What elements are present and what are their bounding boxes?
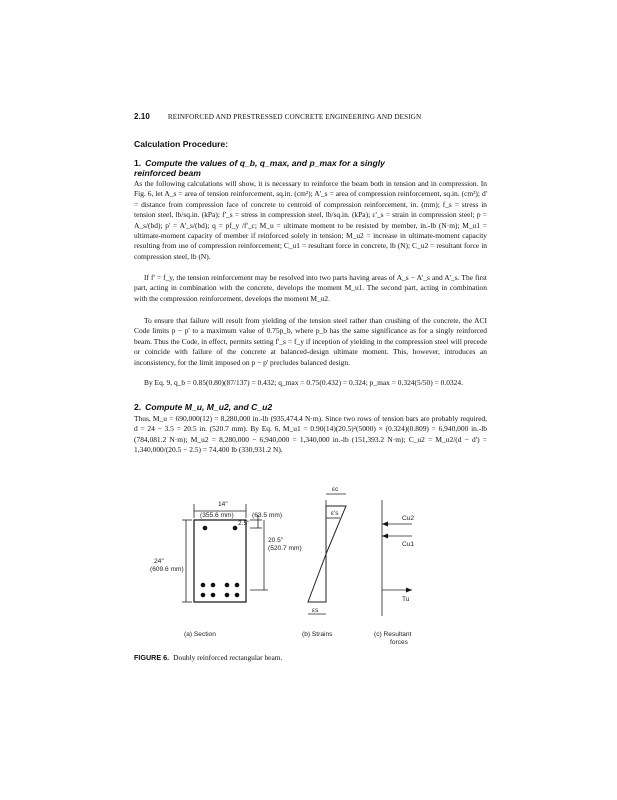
beam-section-rectangle: [194, 520, 246, 602]
subcaption-a: (a) Section: [184, 631, 216, 638]
section-heading: Calculation Procedure:: [134, 139, 229, 149]
step1-number: 1.: [134, 158, 142, 168]
step1-paragraph-1: As the following calculations will show, it is necessary to reinforce the beam both in tension and in compression. In Fig. 6, let A_s = area of tension reinforcement, sq.in. (cm²); A'_s = area of compression reinforcement, sq.in. (cm²); d' = distance from compression face of concrete to centroid of compression reinforcement, in. (mm); f_s = stress in tension steel, lb/sq.in. (kPa); f'_s = stress in compression steel, lb/sq.in. (kPa); ε'_s = strain in compression steel; p = A_s/(bd); p' = A'_s/(bd); q = pf_y /f'_c; M_u = ultimate moment to be resisted by member, in.-lb (N·m); M_u1 = ultimate-moment capacity of member if reinforced solely in tension; M_u2 = increase in ultimate-moment capacity resulting from use of compression reinforcement; C_u1 = resultant force in concrete, lb (N); C_u2 = resultant force in compression steel, lb (N).: [134, 179, 487, 261]
step2-heading: [134, 402, 272, 412]
compression-bar: [233, 526, 238, 531]
strain-tension-region: [308, 554, 326, 602]
step2-paragraph-1: Thus, M_u = 690,000(12) = 8,280,000 in.-lb (935,474.4 N·m). Since two rows of tension bars are probably required, d = 24 − 3.5 = 20.5 in. (520.7 mm). By Eq. 6, M_u1 = 0.90(14)(20.5)²(5000) × (0.324)(0.809) = 6,940,000 in.-lb (784,081.2 N·m); M_u2 = 8,280,000 − 6,940,000 = 1,340,000 in.-lb (151,393.2 N·m); C_u2 = M_u2/(d − d') = 1,340,000/(20.5 − 2.5) = 74,400 lb (330,931.2 N).: [134, 414, 487, 455]
label-cu1: Cu1: [402, 541, 415, 548]
step1-paragraph-3: To ensure that failure will result from yielding of the tension steel rather than crushing of the concrete, the ACI Code limits p − p' to a maximum value of 0.75p_b, where p_b has the same significance as for a singly reinforced beam. Thus the Code, in effect, permits setting f'_s = f_y if inception of yielding in the compression steel will precede or coincide with failure of the concrete at balanced-design ultimate moment. This, however, introduces an inconsistency, for the limit imposed on p − p' precludes balanced design.: [134, 316, 487, 367]
label-tu: Tu: [402, 596, 410, 603]
dim-width-in: 14": [218, 501, 228, 508]
cu1-arrowhead: [382, 534, 388, 539]
label-es: εs: [312, 607, 319, 614]
tension-bar: [235, 593, 240, 598]
dim-cover-in: 2.5": [238, 520, 250, 527]
tension-bar: [225, 593, 230, 598]
subcaption-c-line1: (c) Resultant: [374, 631, 412, 638]
dim-height-mm: (609.6 mm): [150, 566, 184, 573]
running-title: REINFORCED AND PRESTRESSED CONCRETE ENGINEERING AND DESIGN: [167, 113, 422, 121]
running-header: [134, 112, 421, 121]
tension-bar: [235, 583, 240, 588]
step1-title-line2: reinforced beam: [134, 168, 201, 178]
dim-width-mm: (355.6 mm): [200, 512, 234, 519]
dim-height-in: 24": [154, 558, 164, 565]
label-cu2: Cu2: [402, 515, 415, 522]
step1-paragraph-4: By Eq. 9, q_b = 0.85(0.80)(87/137) = 0.432; q_max = 0.75(0.432) = 0.324; p_max = 0.324(5/50) = 0.0324.: [144, 378, 463, 387]
step1-title-line1: Compute the values of q_b, q_max, and p_max for a singly: [145, 158, 385, 168]
subcaption-c-line2: forces: [390, 639, 408, 646]
page-number: 2.10: [134, 112, 150, 121]
label-ec: εc: [332, 486, 339, 493]
step2-title: Compute M_u, M_u2, and C_u2: [145, 402, 273, 412]
tension-bar: [211, 583, 216, 588]
figure-6-diagram: [150, 484, 480, 649]
step2-number: 2.: [134, 402, 142, 412]
tension-bar: [211, 593, 216, 598]
tension-bar: [201, 583, 206, 588]
cu2-arrowhead: [382, 522, 388, 527]
figure-caption: [134, 653, 282, 662]
step1-paragraph-2: If f' = f_y, the tension reinforcement may be resolved into two parts having areas of A_s − A'_s and A'_s. The first part, acting in combination with the concrete, develops the moment M_u1. The second part, acting in combination with the compression reinforcement, develops the moment M_u2.: [134, 273, 487, 303]
tension-bar: [225, 583, 230, 588]
tu-arrowhead: [406, 588, 412, 593]
dim-depth-in: 20.5": [268, 537, 284, 544]
figure-caption-text: Doubly reinforced rectangular beam.: [173, 653, 283, 662]
dim-depth-mm: (520.7 mm): [268, 545, 302, 552]
tension-bar: [201, 593, 206, 598]
label-es-prime: ε's: [331, 510, 339, 517]
dim-cover-mm: (63.5 mm): [252, 512, 283, 519]
figure-caption-label: FIGURE 6.: [134, 653, 170, 662]
compression-bar: [203, 526, 208, 531]
subcaption-b: (b) Strains: [302, 631, 333, 638]
step1-heading: [134, 158, 385, 178]
